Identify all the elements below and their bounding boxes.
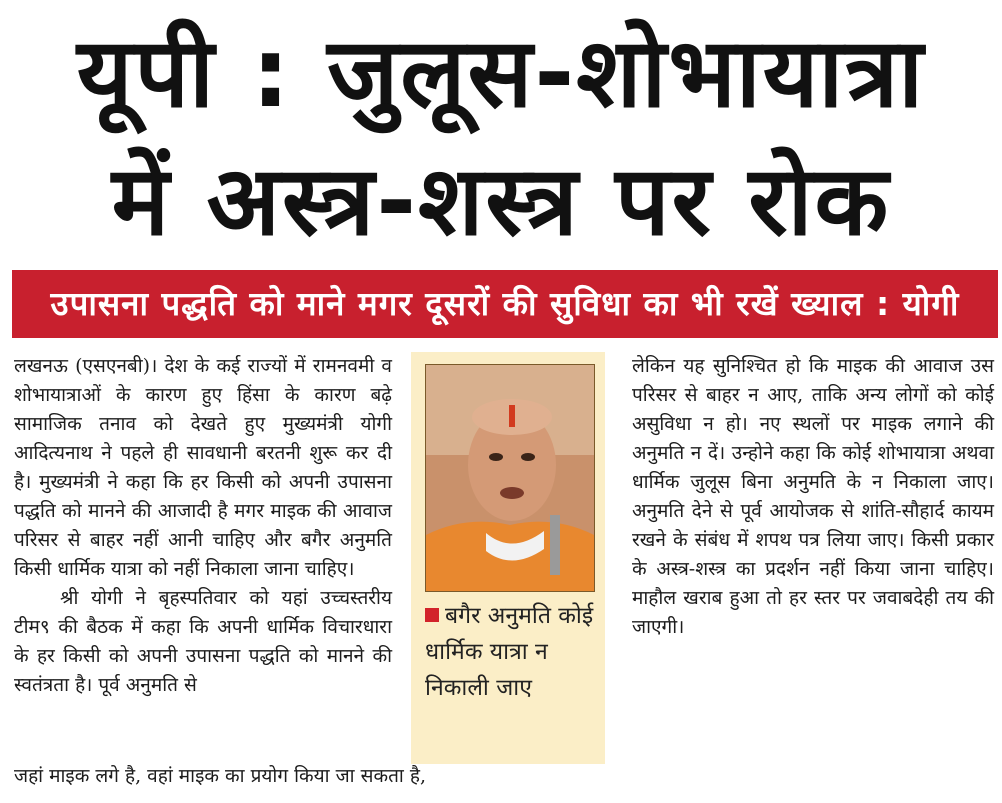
article-column-left: [14, 352, 392, 700]
headline-line-2: में अस्त्र-शस्त्र पर रोक: [111, 145, 891, 257]
photo-sidebar: [411, 352, 605, 764]
article-column-right: [632, 352, 994, 642]
red-square-bullet-icon: [425, 608, 439, 622]
article-paragraph-1: लखनऊ (एसएनबी)। देश के कई राज्यों में रामनवमी व शोभायात्राओं के कारण हुए हिंसा के कारण बढ़े सामाजिक तनाव को देखते हुए मुख्यमंत्री योगी आदित्यनाथ ने पहले ही सावधानी बरतनी शुरू कर दी है। मुख्यमंत्री ने कहा कि हर किसी को अपनी उपासना पद्धति को मानने की आजादी है मगर माइक की आवाज परिसर से बाहर नहीं आनी चाहिए और बगैर अनुमति किसी धार्मिक यात्रा को नहीं निकाला जाना चाहिए।: [14, 355, 392, 580]
pull-quote-text: बगैर अनुमति कोई धार्मिक यात्रा न निकाली जाए: [425, 603, 594, 701]
portrait-photo: [425, 364, 595, 592]
headline-line-1: यूपी : जुलूस-शोभायात्रा: [76, 17, 926, 129]
article-bottom-line: जहां माइक लगे है, वहां माइक का प्रयोग किया जा सकता है,: [14, 765, 426, 787]
article-paragraph-2: श्री योगी ने बृहस्पतिवार को यहां उच्चस्तरीय टीम९ की बैठक में कहा कि अपनी धार्मिक विचारधारा के हर किसी को अपनी उपासना पद्धति को मानने की स्वतंत्रता है। पूर्व अनुमति से: [14, 587, 392, 696]
subheadline-banner: उपासना पद्धति को माने मगर दूसरों की सुविधा का भी रखें ख्याल : योगी: [12, 270, 998, 338]
sidebar-pull-quote: [425, 598, 597, 706]
portrait-image: [426, 365, 594, 591]
article-paragraph-3: लेकिन यह सुनिश्चित हो कि माइक की आवाज उस परिसर से बाहर न आए, ताकि अन्य लोगों को कोई असुविधा न हो। नए स्थलों पर माइक लगाने की अनुमति न दें। उन्होने कहा कि कोई शोभायात्रा अथवा धार्मिक जुलूस बिना अनुमति के न निकाला जाए। अनुमति देने से पूर्व आयोजक से शांति-सौहार्द कायम रखने के संबंध में शपथ पत्र लिया जाए। किसी प्रकार के अस्त्र-शस्त्र का प्रदर्शन नहीं किया जाना चाहिए। माहौल खराब हुआ तो हर स्तर पर जवाबदेही तय की जाएगी।: [632, 355, 994, 638]
